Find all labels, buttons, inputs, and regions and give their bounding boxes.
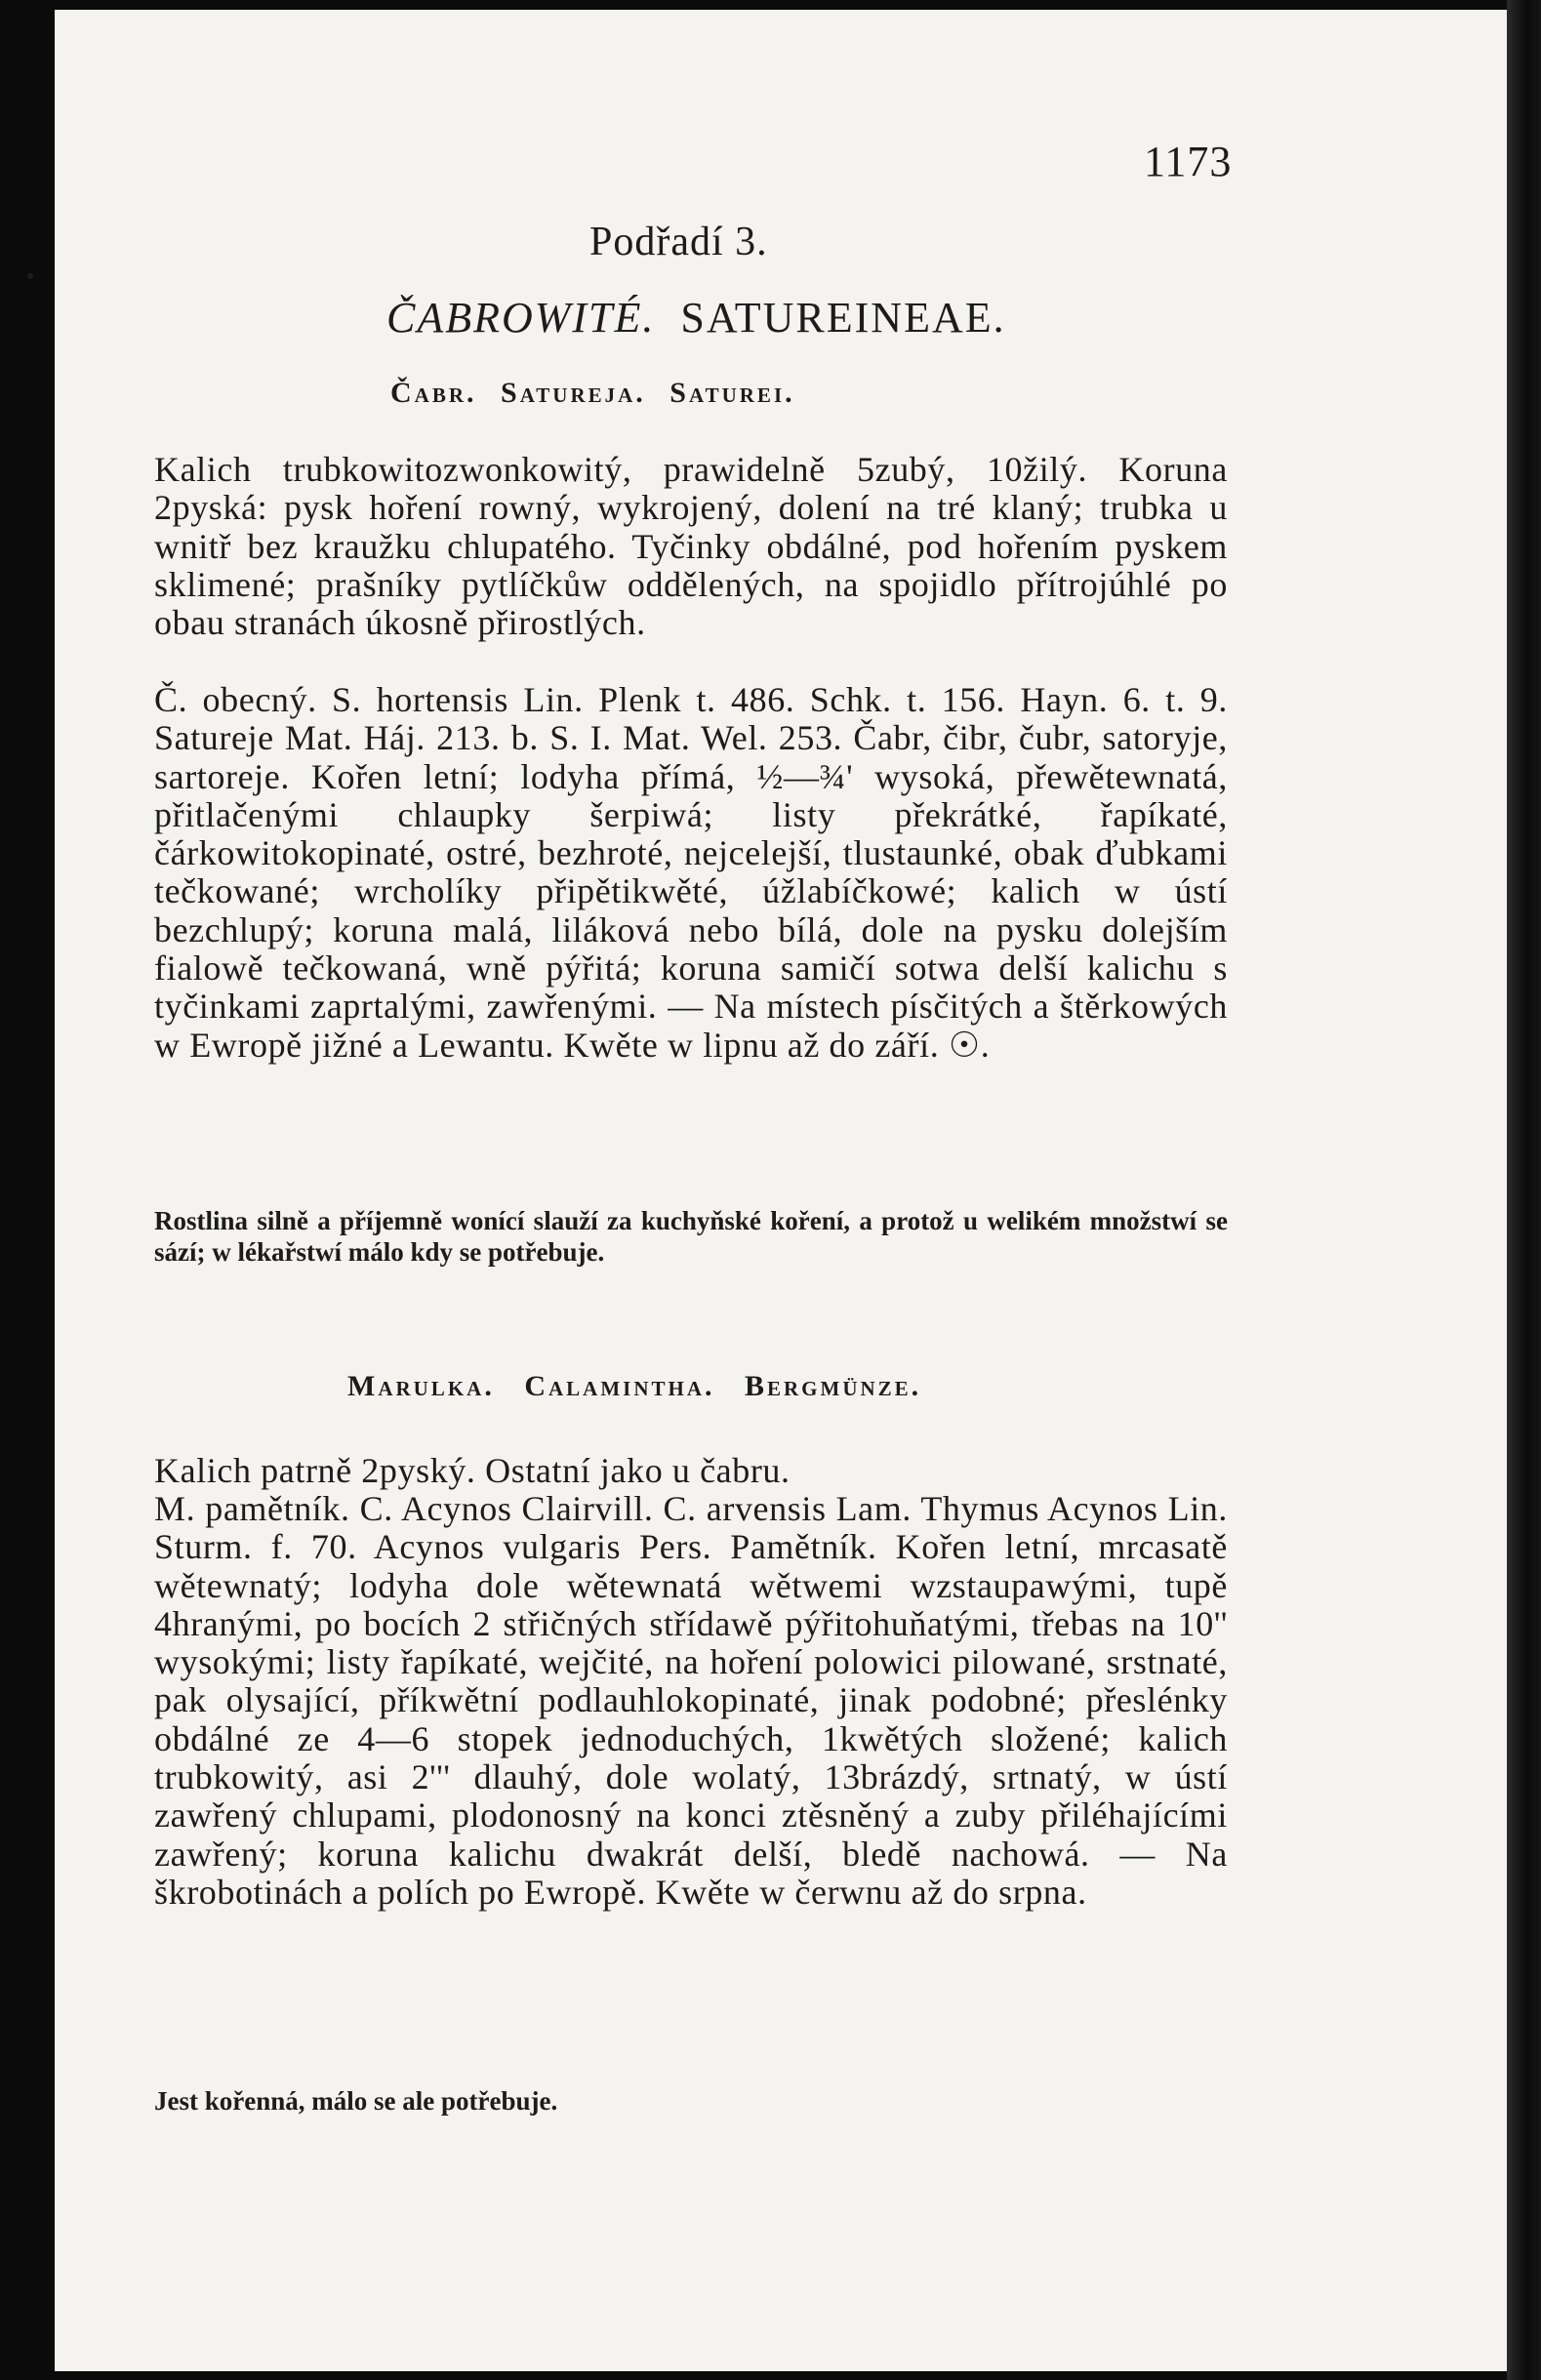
book-page — [55, 10, 1507, 2371]
species-description-calamintha: M. pamětník. C. Acynos Clairvill. C. arvensis Lam. Thymus Acynos Lin. Sturm. f. 70. Acynos vulgaris Pers. Pamětník. Kořen letní, mrcasatě wětewnatý; lodyha dole wětewnatá wětwemi wzstaupawými, tupě 4hranými, po bocích 2 střičných střídawě pýřitohuňatými, třebas na 10'' wysokými; listy řapíkaté, wejčité, na hoření polowici pilowané, srstnaté, pak olysající, příkwětní podlauhlokopinaté, jinak podobné; přeslénky obdálné ze 4—6 stopek jednoduchých, 1kwětých složené; kalich trubkowitý, asi 2''' dlauhý, dole wolatý, 13brázdý, srtnatý, w ústí zawřený chlupami, plodonosný na konci ztěsněný a zuby přiléhajícími zawřený; koruna kalichu dwakrát delší, bledě nachowá. — Na škrobotinách a polích po Ewropě. Kwěte w čerwnu až do srpna. — [154, 1489, 1228, 1912]
genus-description-calamintha: Kalich patrně 2pyský. Ostatní jako u čabru. — [154, 1451, 791, 1490]
section-heading: Podřadí 3. — [589, 220, 768, 264]
family-heading — [386, 293, 1006, 343]
usage-note-calamintha: Jest kořenná, málo se ale potřebuje. — [154, 2086, 558, 2116]
genus-description-satureja: Kalich trubkowitozwonkowitý, prawidelně 5zubý, 10žilý. Koruna 2pyská: pysk hoření rowný, wykrojený, dolení na tré klaný; trubka u wnitř bez kraužku chlupatého. Tyčinky obdálné, pod hořením pyskem sklimené; prašníky pytlíčkůw oddělených, na spojidlo přítrojúhlé po obau stranách úkosně přirostlých. — [154, 450, 1228, 643]
page-edge-shadow — [1507, 0, 1541, 2380]
genus-heading-satureja: Čabr. Satureja. Saturei. — [390, 377, 795, 409]
margin-dot — [27, 273, 33, 279]
family-name-czech: ČABROWITÉ. — [386, 294, 656, 342]
page-number: 1173 — [1144, 138, 1233, 185]
family-name-latin: SATUREINEAE. — [680, 294, 1006, 342]
species-description-satureja: Č. obecný. S. hortensis Lin. Plenk t. 486. Schk. t. 156. Hayn. 6. t. 9. Satureje Mat. Háj. 213. b. S. I. Mat. Wel. 253. Čabr, čibr, čubr, satoryje, sartoreje. Kořen letní; lodyha přímá, ½—¾' wysoká, přewětewnatá, přitlačenými chlaupky šerpiwá; listy překrátké, řapíkaté, čárkowitokopinaté, ostré, bezhroté, nejcelejší, tlustaunké, obak ďubkami tečkowané; wrcholíky připětikwěté, úžlabíčkowé; kalich w ústí bezchlupý; koruna malá, liláková nebo bílá, dole na pysku dolejším fialowě tečkowaná, wně pýřitá; koruna samičí sotwa delší kalichu s tyčinkami zaprtalými, zawřenými. — Na místech písčitých a štěrkowých w Ewropě jižné a Lewantu. Kwěte w lipnu až do září. ☉. — [154, 680, 1228, 1065]
usage-note-satureja: Rostlina silně a příjemně wonící slauží za kuchyňské koření, a protož u welikém množstwí se sází; w lékařstwí málo kdy se potřebuje. — [154, 1206, 1228, 1267]
genus-heading-calamintha: Marulka. Calamintha. Bergmünze. — [347, 1370, 922, 1402]
